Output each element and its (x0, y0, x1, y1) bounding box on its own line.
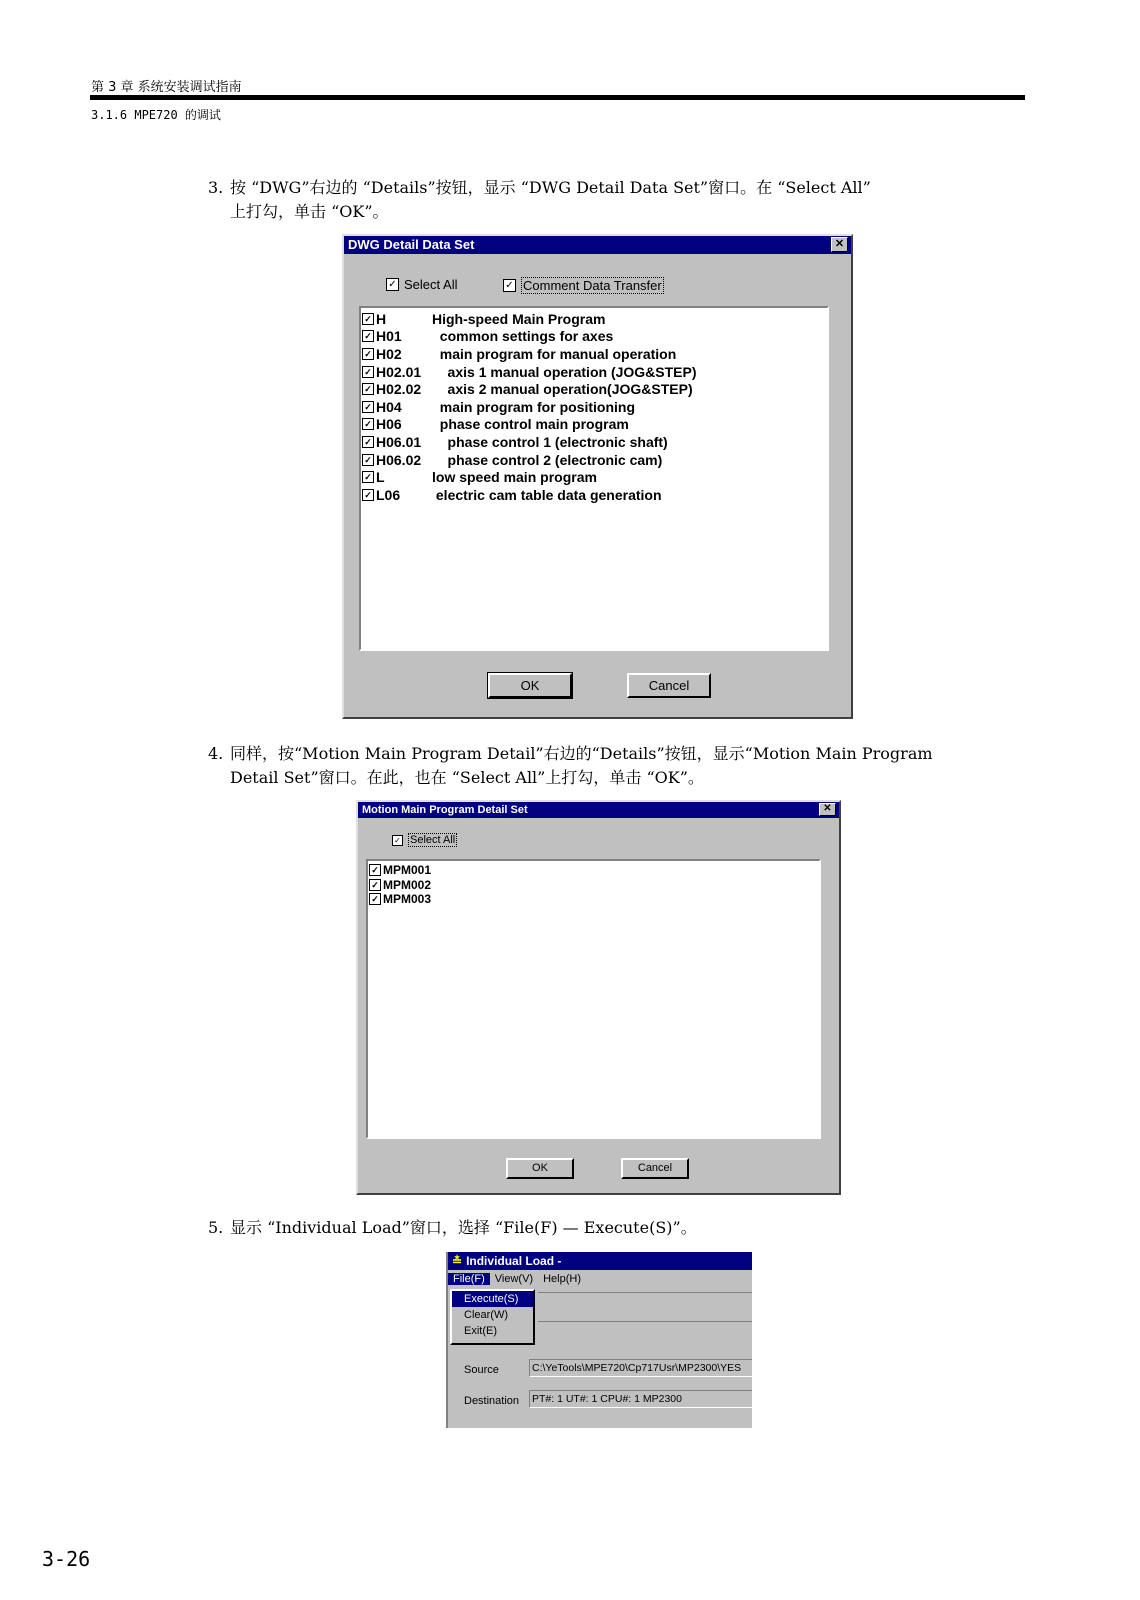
cancel-button[interactable]: Cancel (627, 673, 711, 698)
mpm-dialog-titlebar (358, 802, 839, 818)
list-item[interactable] (362, 468, 826, 486)
mpm-detail-dialog (356, 800, 841, 1195)
program-name: MPM001 (383, 863, 432, 878)
dwg-dialog-titlebar (344, 236, 851, 254)
select-all-label: Select All (410, 834, 456, 846)
drawing-description: axis 1 manual operation (JOG&STEP) (432, 363, 697, 380)
list-item[interactable] (362, 433, 826, 451)
drawing-code: H06 (376, 416, 402, 433)
checkbox-icon[interactable]: ✓ (362, 330, 374, 342)
checkbox-icon[interactable]: ✓ (503, 279, 516, 292)
drawing-code: H04 (376, 398, 402, 415)
select-all-checkbox[interactable] (392, 833, 457, 847)
list-item[interactable] (362, 398, 826, 416)
individual-load-window (446, 1252, 752, 1428)
step-4-number: 4. (208, 744, 224, 763)
program-name: MPM002 (383, 877, 432, 892)
list-item[interactable] (369, 878, 818, 893)
step-3-line1: 按 “DWG”右边的 “Details”按钮，显示 “DWG Detail Data Set”窗口。在 “Select All” (230, 178, 871, 197)
app-icon: ≛ (452, 1254, 463, 1268)
destination-label: Destination (464, 1395, 520, 1407)
drawing-description: main program for positioning (432, 398, 635, 415)
menu-view[interactable]: View(V) (494, 1273, 534, 1285)
source-field[interactable]: C:\YeTools\MPE720\Cp717Usr\MP2300\YES (529, 1359, 752, 1377)
checkbox-icon[interactable]: ✓ (362, 489, 374, 501)
page-number: 3-26 (42, 1547, 91, 1571)
drawing-code: L06 (376, 486, 401, 503)
checkbox-icon[interactable]: ✓ (362, 313, 374, 325)
drawing-code: H02 (376, 345, 402, 362)
list-item[interactable] (369, 892, 818, 907)
ok-button[interactable]: OK (506, 1158, 574, 1179)
checkbox-icon[interactable]: ✓ (362, 471, 374, 483)
step-5-number: 5. (208, 1218, 224, 1237)
menu-item-execute[interactable]: Execute(S) (452, 1291, 533, 1307)
drawing-code: H06.02 (376, 451, 422, 468)
list-item[interactable] (362, 380, 826, 398)
dwg-listbox[interactable] (359, 306, 829, 651)
step-4-line2: Detail Set”窗口。在此，也在 “Select All”上打勾，单击 “OK”。 (230, 768, 704, 787)
drawing-code: H02.01 (376, 363, 422, 380)
step-5-line1: 显示 “Individual Load”窗口，选择 “File(F) — Execute(S)”。 (230, 1218, 697, 1237)
list-item[interactable] (362, 363, 826, 381)
step-5 (208, 1216, 697, 1240)
checkbox-icon[interactable]: ✓ (369, 864, 381, 876)
program-name: MPM003 (383, 892, 432, 907)
menu-item-clear[interactable]: Clear(W) (464, 1309, 508, 1321)
section-header: 3.1.6 MPE720 的调试 (91, 108, 221, 122)
dwg-detail-dialog (342, 234, 853, 719)
header-rule (90, 95, 1025, 100)
menu-bar (448, 1270, 752, 1288)
menu-file[interactable]: File(F) (448, 1273, 490, 1285)
list-item[interactable] (362, 328, 826, 346)
checkbox-icon[interactable]: ✓ (362, 418, 374, 430)
list-item[interactable] (362, 345, 826, 363)
list-item[interactable] (362, 451, 826, 469)
drawing-description: phase control 2 (electronic cam) (432, 451, 663, 468)
chapter-header: 第 3 章 系统安装调试指南 (91, 80, 242, 95)
step-3 (208, 176, 871, 224)
step-4 (208, 742, 933, 790)
checkbox-icon[interactable]: ✓ (386, 278, 399, 291)
list-item[interactable] (362, 310, 826, 328)
select-all-checkbox[interactable] (386, 277, 457, 292)
step-4-line1: 同样，按“Motion Main Program Detail”右边的“Details”按钮，显示“Motion Main Program (230, 744, 933, 763)
comment-transfer-checkbox[interactable] (503, 277, 664, 294)
checkbox-icon[interactable]: ✓ (362, 436, 374, 448)
close-icon[interactable]: ✕ (819, 803, 836, 816)
mpm-dialog-title: Motion Main Program Detail Set (362, 804, 528, 816)
cancel-button[interactable]: Cancel (621, 1158, 689, 1179)
select-all-label: Select All (404, 277, 458, 292)
close-icon[interactable]: ✕ (831, 237, 848, 252)
drawing-description: common settings for axes (432, 328, 614, 345)
destination-field[interactable]: PT#: 1 UT#: 1 CPU#: 1 MP2300 (529, 1390, 752, 1408)
drawing-code: H01 (376, 328, 402, 345)
drawing-code: H02.02 (376, 381, 422, 398)
menu-help[interactable]: Help(H) (543, 1273, 581, 1285)
checkbox-icon[interactable]: ✓ (362, 383, 374, 395)
checkbox-icon[interactable]: ✓ (362, 454, 374, 466)
list-item[interactable] (369, 863, 818, 878)
menu-item-exit[interactable]: Exit(E) (464, 1325, 497, 1337)
checkbox-icon[interactable]: ✓ (362, 401, 374, 413)
list-item[interactable] (362, 486, 826, 504)
step-3-line2: 上打勾，单击 “OK”。 (230, 202, 389, 221)
file-menu-dropdown (450, 1289, 535, 1345)
checkbox-icon[interactable]: ✓ (392, 835, 403, 846)
drawing-description: main program for manual operation (432, 345, 677, 362)
ok-button[interactable]: OK (488, 673, 572, 698)
drawing-code: L (376, 469, 385, 486)
individual-load-titlebar (448, 1252, 752, 1270)
drawing-code: H06.01 (376, 433, 422, 450)
drawing-description: axis 2 manual operation(JOG&STEP) (432, 381, 693, 398)
drawing-description: electric cam table data generation (432, 486, 662, 503)
drawing-description: High-speed Main Program (432, 310, 606, 327)
checkbox-icon[interactable]: ✓ (369, 879, 381, 891)
individual-load-title: Individual Load - (466, 1254, 562, 1268)
source-label: Source (464, 1364, 499, 1376)
list-item[interactable] (362, 416, 826, 434)
dwg-dialog-title: DWG Detail Data Set (348, 237, 475, 252)
drawing-code: H (376, 310, 387, 327)
drawing-description: low speed main program (432, 469, 597, 486)
checkbox-icon[interactable]: ✓ (362, 348, 374, 360)
checkbox-icon[interactable]: ✓ (369, 893, 381, 905)
checkbox-icon[interactable]: ✓ (362, 366, 374, 378)
step-3-number: 3. (208, 178, 224, 197)
drawing-description: phase control main program (432, 416, 629, 433)
comment-transfer-label: Comment Data Transfer (523, 278, 662, 293)
mpm-listbox[interactable] (366, 859, 821, 1139)
toolbar-area (538, 1292, 752, 1322)
drawing-description: phase control 1 (electronic shaft) (432, 433, 668, 450)
